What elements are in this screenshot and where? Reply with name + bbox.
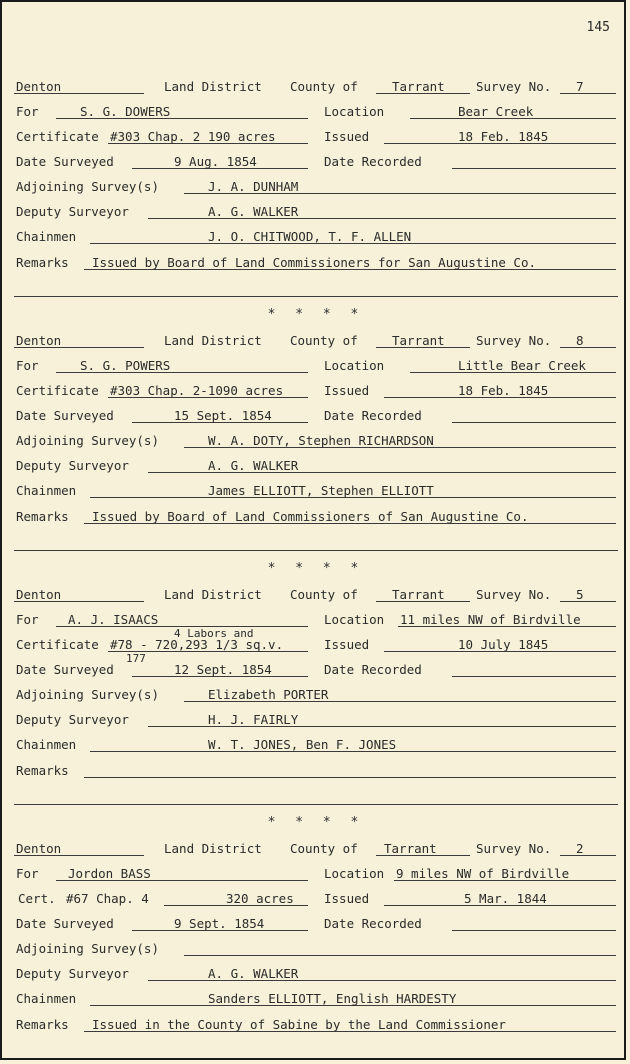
deputy-label: Deputy Surveyor [16, 966, 129, 981]
land-district-value: Denton [16, 587, 62, 602]
chainmen-value: W. T. JONES, Ben F. JONES [208, 737, 397, 752]
survey-no-label: Survey No. [476, 79, 552, 94]
date-surveyed-value: 15 Sept. 1854 [174, 408, 272, 423]
remarks-value: Issued in the County of Sabine by the Land Commissioner [92, 1017, 506, 1032]
date-recorded-label: Date Recorded [324, 154, 422, 169]
location-label: Location [324, 358, 385, 373]
county-value: Tarrant [384, 841, 437, 856]
chainmen-value: J. O. CHITWOOD, T. F. ALLEN [208, 229, 412, 244]
page-number: 145 [586, 20, 610, 35]
for-value: Jordon BASS [68, 866, 151, 881]
for-label: For [16, 866, 39, 881]
issued-label: Issued [324, 637, 370, 652]
issued-label: Issued [324, 129, 370, 144]
location-value: Little Bear Creek [458, 358, 586, 373]
for-label: For [16, 358, 39, 373]
date-recorded-label: Date Recorded [324, 408, 422, 423]
county-value: Tarrant [392, 333, 445, 348]
certificate-value: #303 Chap. 2 190 acres [110, 129, 276, 144]
separator-stars: * * * * [267, 815, 365, 830]
deputy-value: A. G. WALKER [208, 966, 299, 981]
deputy-value: H. J. FAIRLY [208, 712, 299, 727]
date-surveyed-label: Date Surveyed [16, 154, 114, 169]
county-label: County of [290, 587, 358, 602]
survey-no-value: 5 [576, 587, 584, 602]
county-value: Tarrant [392, 587, 445, 602]
location-label: Location [324, 104, 385, 119]
deputy-value: A. G. WALKER [208, 204, 299, 219]
certificate-label: Certificate [16, 129, 99, 144]
land-district-value: Denton [16, 841, 62, 856]
land-district-label: Land District [164, 333, 262, 348]
survey-no-label: Survey No. [476, 333, 552, 348]
location-value: 11 miles NW of Birdville [400, 612, 581, 627]
for-value: S. G. DOWERS [80, 104, 171, 119]
deputy-value: A. G. WALKER [208, 458, 299, 473]
survey-no-label: Survey No. [476, 841, 552, 856]
separator-stars: * * * * [267, 307, 365, 322]
remarks-label: Remarks [16, 763, 69, 778]
date-surveyed-label: Date Surveyed [16, 408, 114, 423]
certificate-label: Certificate [16, 637, 99, 652]
date-surveyed-value: 9 Aug. 1854 [174, 154, 257, 169]
for-label: For [16, 612, 39, 627]
cert-label: Cert. [18, 891, 56, 906]
remarks-value: Issued by Board of Land Commissioners for San Augustine Co. [92, 255, 537, 270]
date-recorded-label: Date Recorded [324, 916, 422, 931]
adjoining-value: J. A. DUNHAM [208, 179, 299, 194]
county-label: County of [290, 841, 358, 856]
certificate-value: #67 Chap. 4 [66, 891, 149, 906]
deputy-label: Deputy Surveyor [16, 458, 129, 473]
certificate-value: #303 Chap. 2-1090 acres [110, 383, 284, 398]
land-district-label: Land District [164, 587, 262, 602]
issued-value: 18 Feb. 1845 [458, 129, 549, 144]
survey-no-value: 7 [576, 79, 584, 94]
date-surveyed-label: Date Surveyed [16, 916, 114, 931]
adjoining-label: Adjoining Survey(s) [16, 179, 159, 194]
county-label: County of [290, 333, 358, 348]
location-value: Bear Creek [458, 104, 534, 119]
survey-no-label: Survey No. [476, 587, 552, 602]
adjoining-label: Adjoining Survey(s) [16, 433, 159, 448]
county-value: Tarrant [392, 79, 445, 94]
county-label: County of [290, 79, 358, 94]
issued-value: 5 Mar. 1844 [464, 891, 547, 906]
chainmen-label: Chainmen [16, 737, 77, 752]
deputy-label: Deputy Surveyor [16, 712, 129, 727]
land-district-value: Denton [16, 333, 62, 348]
deputy-label: Deputy Surveyor [16, 204, 129, 219]
remarks-label: Remarks [16, 509, 69, 524]
chainmen-label: Chainmen [16, 991, 77, 1006]
for-value: A. J. ISAACS [68, 612, 159, 627]
for-value: S. G. POWERS [80, 358, 171, 373]
date-surveyed-label: Date Surveyed [16, 662, 114, 677]
certificate-value: #78 - 720,293 1/3 sq.v. [110, 637, 284, 652]
adjoining-label: Adjoining Survey(s) [16, 941, 159, 956]
land-district-label: Land District [164, 841, 262, 856]
chainmen-value: Sanders ELLIOTT, English HARDESTY [208, 991, 457, 1006]
for-label: For [16, 104, 39, 119]
location-label: Location [324, 612, 385, 627]
chainmen-label: Chainmen [16, 483, 77, 498]
certificate-note: 4 Labors and [174, 627, 254, 640]
remarks-label: Remarks [16, 1017, 69, 1032]
certificate-label: Certificate [16, 383, 99, 398]
location-value: 9 miles NW of Birdville [396, 866, 570, 881]
chainmen-value: James ELLIOTT, Stephen ELLIOTT [208, 483, 434, 498]
survey-no-value: 2 [576, 841, 584, 856]
land-district-label: Land District [164, 79, 262, 94]
land-district-value: Denton [16, 79, 62, 94]
cert-acres-value: 320 acres [226, 891, 294, 906]
survey-no-value: 8 [576, 333, 584, 348]
remarks-label: Remarks [16, 255, 69, 270]
adjoining-value: W. A. DOTY, Stephen RICHARDSON [208, 433, 434, 448]
date-surveyed-value: 9 Sept. 1854 [174, 916, 265, 931]
date-recorded-label: Date Recorded [324, 662, 422, 677]
separator-stars: * * * * [267, 561, 365, 576]
remarks-value: Issued by Board of Land Commissioners of San Augustine Co. [92, 509, 529, 524]
adjoining-value: Elizabeth PORTER [208, 687, 329, 702]
issued-value: 10 July 1845 [458, 637, 549, 652]
adjoining-label: Adjoining Survey(s) [16, 687, 159, 702]
chainmen-label: Chainmen [16, 229, 77, 244]
issued-value: 18 Feb. 1845 [458, 383, 549, 398]
date-surveyed-value: 12 Sept. 1854 [174, 662, 272, 677]
certificate-extra: 177 [126, 652, 146, 665]
issued-label: Issued [324, 891, 370, 906]
issued-label: Issued [324, 383, 370, 398]
location-label: Location [324, 866, 385, 881]
